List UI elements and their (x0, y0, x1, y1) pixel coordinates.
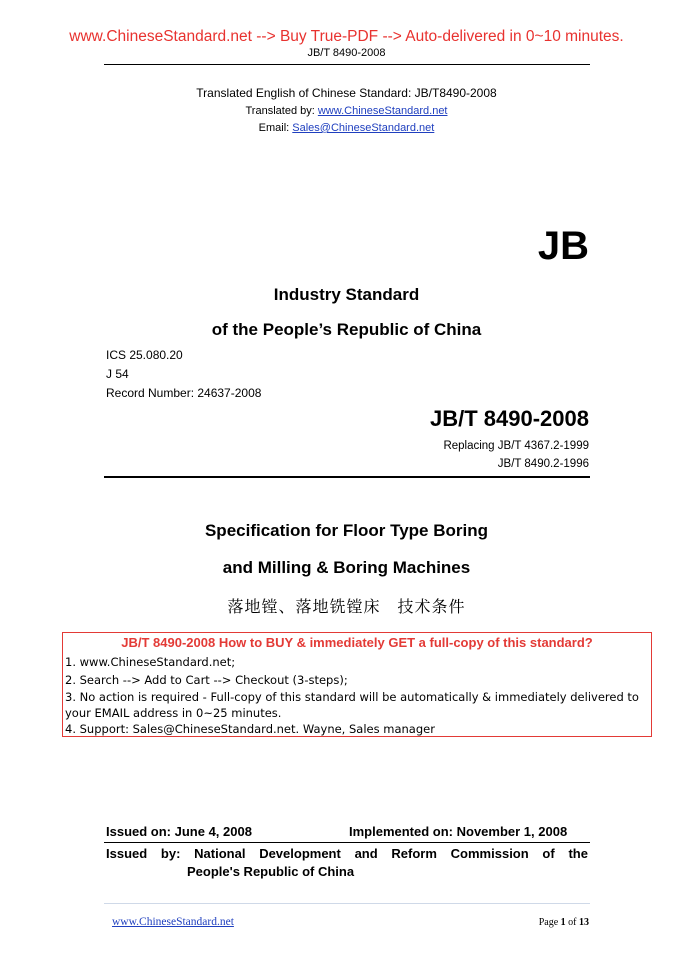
industry-standard-heading: Industry Standard (273, 285, 420, 304)
email-link[interactable]: Sales@ChineseStandard.net (292, 122, 435, 134)
issuer-word: National (194, 846, 246, 861)
dates-rule (104, 842, 590, 843)
footer-link[interactable]: www.ChineseStandard.net (112, 916, 234, 928)
title-chinese: 落地镗、落地铣镗床 技术条件 (227, 597, 466, 616)
translated-by-label: Translated by: (245, 105, 318, 117)
top-banner[interactable]: www.ChineseStandard.net --> Buy True-PDF --> Auto-delivered in 0~10 minutes. (69, 28, 624, 45)
translation-line: Translated English of Chinese Standard: JB/T8490-2008 (196, 86, 497, 100)
buy-step: your EMAIL address in 0~25 minutes. (65, 706, 282, 720)
running-head: JB/T 8490-2008 (307, 47, 386, 59)
buy-box-title: JB/T 8490-2008 How to BUY & immediately GET a full-copy of this standard? (121, 635, 593, 650)
title-line-1: Specification for Floor Type Boring (204, 521, 489, 540)
cover-rule (104, 476, 590, 478)
issuer-word: the (568, 846, 588, 861)
issuer-word: Development (259, 846, 341, 861)
issuer-line-2: People's Republic of China (187, 864, 355, 879)
email-label: Email: (258, 122, 293, 134)
footer-rule (104, 903, 590, 904)
buy-instructions-box (62, 632, 652, 737)
implemented-on-date: Implemented on: November 1, 2008 (349, 824, 568, 839)
issuer-word: Issued (106, 846, 148, 861)
issuer-word: and (354, 846, 378, 861)
standard-number: JB/T 8490-2008 (430, 406, 589, 431)
translated-by-link[interactable]: www.ChineseStandard.net (317, 105, 448, 117)
issuer-word: Commission (450, 846, 529, 861)
industry-standard-subheading: of the People’s Republic of China (211, 320, 482, 339)
replacing-line-1: Replacing JB/T 4367.2-1999 (443, 440, 589, 452)
buy-step[interactable]: 1. www.ChineseStandard.net; (65, 655, 236, 669)
buy-step: 4. Support: Sales@ChineseStandard.net. Wayne, Sales manager (65, 722, 435, 736)
issuer-word: by: (160, 846, 181, 861)
page-label: Page (538, 917, 561, 928)
header-rule (104, 64, 590, 65)
issued-on-date: Issued on: June 4, 2008 (106, 824, 252, 839)
page-number (539, 917, 589, 928)
issuer-word: Reform (391, 846, 437, 861)
issuer-word: of (542, 846, 555, 861)
record-number: Record Number: 24637-2008 (106, 386, 262, 400)
page-of: of (565, 917, 579, 928)
issuer-line-1 (106, 846, 588, 861)
email-line (0, 122, 693, 134)
category-code: JB (537, 224, 589, 268)
page-total: 13 (579, 917, 589, 928)
replacing-line-2: JB/T 8490.2-1996 (497, 458, 589, 470)
translated-by (0, 105, 693, 117)
title-line-2: and Milling & Boring Machines (222, 558, 471, 577)
buy-step: 3. No action is required - Full-copy of this standard will be automatically & immediately delivered to (65, 690, 639, 704)
page-current: 1 (560, 917, 566, 928)
ics-code: ICS 25.080.20 (106, 348, 183, 362)
ccs-code: J 54 (106, 367, 129, 381)
buy-step: 2. Search --> Add to Cart --> Checkout (3-steps); (65, 673, 348, 687)
